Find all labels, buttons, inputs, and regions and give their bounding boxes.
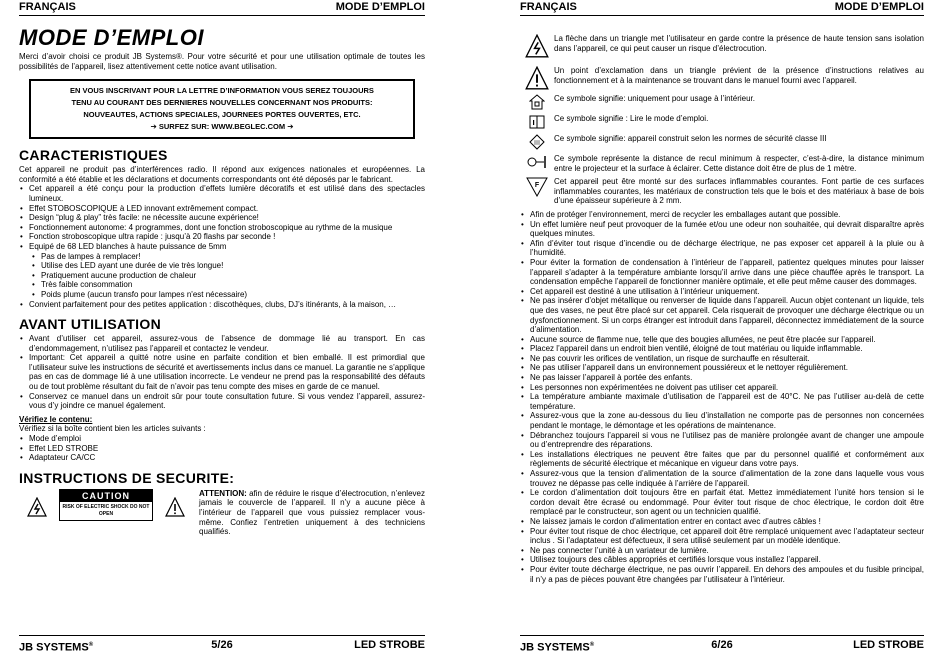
- attention-body: afin de réduire le risque d’électrocution, n’enlevez jamais le couvercle de l’appareil. Il n’y a aucune pièce à l’intérieur de l’appareil que vous puissiez remplacer vous-même. Confiez l’entretien uniquement à des techniciens qualifiés.: [199, 488, 425, 537]
- list-item: • Ne pas connecter l’unité à un variateur de lumière.: [530, 546, 924, 556]
- newsletter-line: NOUVEAUTES, ACTIONS SPECIALES, JOURNEES PORTES OUVERTES, ETC.: [83, 110, 361, 120]
- list-item: • Effet STOBOSCOPIQUE à LED innovant extrêmement compact.: [29, 204, 425, 214]
- list-item: • Pour éviter toute décharge électrique, ne pas ouvrir l’appareil. En dehors des ampoules et du fusible principal, il n’y a pas de pièces pouvant être changées par l’utilisateur à l’intérieur.: [530, 565, 924, 584]
- svg-text:III: III: [534, 140, 540, 147]
- symbol-row: [520, 177, 924, 206]
- list-item: • Un effet lumière neuf peut provoquer de la fumée et/ou une odeur non souhaitée, qui devrait disparaître après quelques minutes.: [530, 220, 924, 239]
- newsletter-link[interactable]: ➔ SURFEZ SUR: WWW.BEGLEC.COM ➔: [150, 122, 294, 132]
- list-item: • Avant d’utiliser cet appareil, assurez-vous de l’absence de dommage lié au transport. En cas d’endommagement, n’utilisez pas l’appareil et contactez le vendeur.: [29, 334, 425, 353]
- features-intro: Cet appareil ne produit pas d’interférences radio. Il répond aux exigences nationales et européennes. La conformité a été établie et les déclarations et documents correspondants ont été déposés par le fabricant.: [19, 165, 425, 184]
- symbol-text: Ce symbole signifie: appareil construit selon les normes de sécurité classe III: [554, 134, 827, 143]
- exclamation-triangle-icon: [165, 497, 185, 517]
- read-manual-icon: [529, 114, 545, 130]
- symbol-row: [520, 114, 924, 130]
- symbol-row: [520, 66, 924, 90]
- list-item: • Design “plug & play” très facile: ne nécessite aucune expérience!: [29, 213, 425, 223]
- indoor-house-icon: [529, 94, 545, 110]
- lightning-triangle-icon: [27, 497, 47, 517]
- header-language: FRANÇAIS: [520, 1, 577, 13]
- list-item: • Utilisez toujours des câbles appropriés et certifiés lorsque vous installez l’appareil.: [530, 555, 924, 565]
- check-contents-list: [19, 434, 425, 463]
- list-item: • Ne laissez jamais le cordon d’alimentation entrer en contact avec d’autres câbles !: [530, 517, 924, 527]
- intro-text: Merci d’avoir choisi ce produit JB Systems®. Pour votre sécurité et pour une utilisation optimale de toutes les possibilités de l’appareil, lisez attentivement cette notice avant utilisation.: [19, 52, 425, 71]
- symbol-text: Ce symbole signifie: uniquement pour usage à l’intérieur.: [554, 94, 756, 103]
- footer-brand: JB SYSTEMS®: [520, 641, 595, 654]
- list-item: • Utilise des LED ayant une durée de vie très longue!: [41, 261, 425, 271]
- newsletter-box: [29, 79, 415, 139]
- list-item: • Ne pas laisser l’appareil à portée des enfants.: [530, 373, 924, 383]
- right-page: [520, 0, 924, 654]
- safety-list: [520, 210, 924, 584]
- list-item: • Ne pas utiliser l’appareil dans un environnement poussiéreux et le nettoyer régulièrement.: [530, 363, 924, 373]
- footer-page-number: 6/26: [711, 639, 733, 651]
- led-sublist: [19, 252, 425, 300]
- symbol-row: [520, 34, 924, 58]
- section-title-before-use: AVANT UTILISATION: [19, 316, 161, 333]
- list-item: • Cet appareil est destiné à une utilisation à l’intérieur uniquement.: [530, 287, 924, 297]
- list-item: • Les personnes non expérimentées ne doivent pas utiliser cet appareil.: [530, 383, 924, 393]
- exclamation-triangle-icon: [525, 66, 549, 90]
- list-item: • Le cordon d’alimentation doit toujours être en parfait état. Mettez immédiatement l’unité hors tension si le cordon devait être écrasé ou endommagé. Pour éviter tout risque de choc électrique, le cordon doit être remplacé par le constructeur, son agent ou un technicien qualifié.: [530, 488, 924, 517]
- list-item: • Afin d’éviter tout risque d’incendie ou de décharge électrique, ne pas exposer cet appareil à la pluie ou à l’humidité.: [530, 239, 924, 258]
- page-header: [19, 0, 425, 16]
- caution-block: [19, 489, 425, 537]
- list-item: • Convient parfaitement pour des petites application : discothèques, clubs, DJ’s itinérants, à la maison, …: [29, 300, 425, 310]
- list-item: • Fonction stroboscopique ultra rapide : jusqu’à 20 flashs par seconde !: [29, 232, 425, 242]
- list-item: • Important: Cet appareil a quitté notre usine en parfaite condition et bien emballé. Il est primordial que l’utilisateur suive les instructions de sécurité et avertissements inclus dans ce manuel. La garantie ne s’applique pas en cas de dommage lié à une utilisation incorrecte. Le vendeur ne prend pas la responsabilité des défauts ou de tout problème résultant du fait de n’avoir pas tenu compte des mises en garde de ce manuel.: [29, 353, 425, 391]
- symbol-row: [520, 94, 924, 110]
- footer-brand: JB SYSTEMS®: [19, 641, 94, 654]
- attention-text: [199, 489, 425, 537]
- features-list: [19, 184, 425, 251]
- page-header: [520, 0, 924, 16]
- caution-title: CAUTION: [60, 490, 152, 502]
- symbol-text: Ce symbole signifie : Lire le mode d’emploi.: [554, 114, 709, 123]
- list-item: • Aucune source de flamme nue, telle que des bougies allumées, ne peut être placée sur l’appareil.: [530, 335, 924, 345]
- class-iii-icon: [529, 134, 545, 150]
- page-footer: [19, 635, 425, 653]
- header-language: FRANÇAIS: [19, 1, 76, 13]
- list-item: • Placez l’appareil dans un endroit bien ventilé, éloigné de tout matériau ou liquide inflammable.: [530, 344, 924, 354]
- list-item: • Equipé de 68 LED blanches à haute puissance de 5mm: [29, 242, 425, 252]
- check-contents-title: Vérifiez le contenu:: [19, 414, 93, 424]
- newsletter-line: TENU AU COURANT DES DERNIERES NOUVELLES CONCERNANT NOS PRODUITS:: [71, 98, 373, 108]
- list-item: • Débranchez toujours l’appareil si vous ne l’utilisez pas de manière prolongée avant de changer une ampoule ou d’entreprendre des réparations.: [530, 431, 924, 450]
- list-item: • Effet LED STROBE: [29, 444, 425, 454]
- list-item: • Conservez ce manuel dans un endroit sûr pour toute consultation future. Si vous vendez l’appareil, assurez-vous d’y joindre ce manuel également.: [29, 392, 425, 411]
- symbol-text: Cet appareil peut être monté sur des surfaces inflammables courantes. Font partie de ces surfaces inflammables courantes, les matériaux de construction tels que le bois et des matériaux à base de bois d’une épaisseur supérieure à 2 mm.: [554, 177, 924, 206]
- list-item: • Cet appareil a été conçu pour la production d’effets lumière décoratifs et est utilisé dans des spectacles lumineux.: [29, 184, 425, 203]
- list-item: • Ne pas couvrir les orifices de ventilation, un risque de surchauffe en résulterait.: [530, 354, 924, 364]
- list-item: • Pour éviter tout risque de choc électrique, cet appareil doit être remplacé uniquement avec l’adaptateur secteur inclus . Si l’adaptateur est défectueux, il sera utilisé seulement par un modèle identique.: [530, 527, 924, 546]
- list-item: • Assurez-vous que la zone au-dessous du lieu d’installation ne comporte pas de personnes non concernées pendant le montage, le démontage et les opérations de maintenance.: [530, 411, 924, 430]
- footer-product: LED STROBE: [853, 639, 924, 651]
- symbol-row: [520, 134, 924, 150]
- lightning-triangle-icon: [525, 34, 549, 58]
- list-item: • Pour éviter la formation de condensation à l’intérieur de l’appareil, patientez quelques minutes pour laisser l’appareil s’adapter à la température ambiante lorsqu’il arrive dans une pièce chauffée après le transport. La condensation empêche l’appareil de fonctionner manière optimale, et elle peut même causer des dommages.: [530, 258, 924, 287]
- symbol-text: Un point d’exclamation dans un triangle prévient de la présence d’instructions relatives au fonctionnement et à la maintenance se trouvant dans le manuel fourni avec l’appareil.: [554, 66, 924, 85]
- list-item: • Pas de lampes à remplacer!: [41, 252, 425, 262]
- list-item: • Afin de protéger l’environnement, merci de recycler les emballages autant que possible.: [530, 210, 924, 220]
- distance-icon: [526, 154, 548, 170]
- svg-text:F: F: [534, 182, 540, 190]
- page-footer: [520, 635, 924, 653]
- symbol-text: Ce symbole représente la distance de recul minimum à respecter, c’est-à-dire, la distance minimum entre le projecteur et la surface à éclairer. Cette distance doit être de plus de 1 mètre.: [554, 154, 924, 173]
- header-title: MODE D’EMPLOI: [834, 1, 924, 13]
- newsletter-line: EN VOUS INSCRIVANT POUR LA LETTRE D’INFORMATION VOUS SEREZ TOUJOURS: [70, 86, 374, 96]
- page-title: MODE D’EMPLOI: [19, 25, 204, 50]
- list-item: • Les installations électriques ne peuvent être faites que par du personnel qualifié et conformément aux règlements de sécurité électrique et mécanique en vigueur dans votre pays.: [530, 450, 924, 469]
- list-item: • Adaptateur CA/CC: [29, 453, 425, 463]
- left-page: [19, 0, 425, 654]
- list-item: • Pratiquement aucune production de chaleur: [41, 271, 425, 281]
- list-item: • Ne pas insérer d’objet métallique ou renverser de liquide dans l’appareil. Aucun objet contenant un liquide, tels que des vases, ne peut être placé sur cet appareil. Cela risquerait de provoquer une décharge électrique ou un dysfonctionnement. Si un corps étranger est introduit dans l’appareil, déconnectez immédiatement de la source d’alimentation.: [530, 296, 924, 334]
- list-item: • Assurez-vous que la tension d’alimentation de la source d’alimentation de la zone dans laquelle vous vous trouvez ne dépasse pas celle indiquée à l’arrière de l’appareil.: [530, 469, 924, 488]
- symbol-text: La flèche dans un triangle met l’utilisateur en garde contre la présence de haute tension sans isolation dans l’appareil, ce qui peut causer un risque d’électrocution.: [554, 34, 924, 53]
- footer-product: LED STROBE: [354, 639, 425, 651]
- list-item: • Poids plume (aucun transfo pour lampes n'est nécessaire): [41, 290, 425, 300]
- footer-page-number: 5/26: [211, 639, 233, 651]
- features-list-end: [19, 300, 425, 310]
- header-title: MODE D’EMPLOI: [335, 1, 425, 13]
- list-item: • Fonctionnement autonome: 4 programmes, dont une fonction stroboscopique au rythme de la musique: [29, 223, 425, 233]
- flammable-surface-icon: [526, 177, 548, 197]
- attention-label: ATTENTION:: [199, 488, 247, 498]
- before-use-list: [19, 334, 425, 411]
- section-title-safety: INSTRUCTIONS DE SECURITE:: [19, 469, 235, 486]
- symbol-row: [520, 154, 924, 173]
- list-item: • La température ambiante maximale d’utilisation de l’appareil est de 40°C. Ne pas l’utiliser au-delà de cette température.: [530, 392, 924, 411]
- list-item: • Très faible consommation: [41, 280, 425, 290]
- check-contents-intro: Vérifiez si la boîte contient bien les articles suivants :: [19, 424, 206, 434]
- caution-label: [59, 489, 153, 521]
- section-title-features: CARACTERISTIQUES: [19, 147, 168, 164]
- list-item: • Mode d’emploi: [29, 434, 425, 444]
- caution-subtitle: RISK OF ELECTRIC SHOCK DO NOT OPEN: [62, 503, 150, 517]
